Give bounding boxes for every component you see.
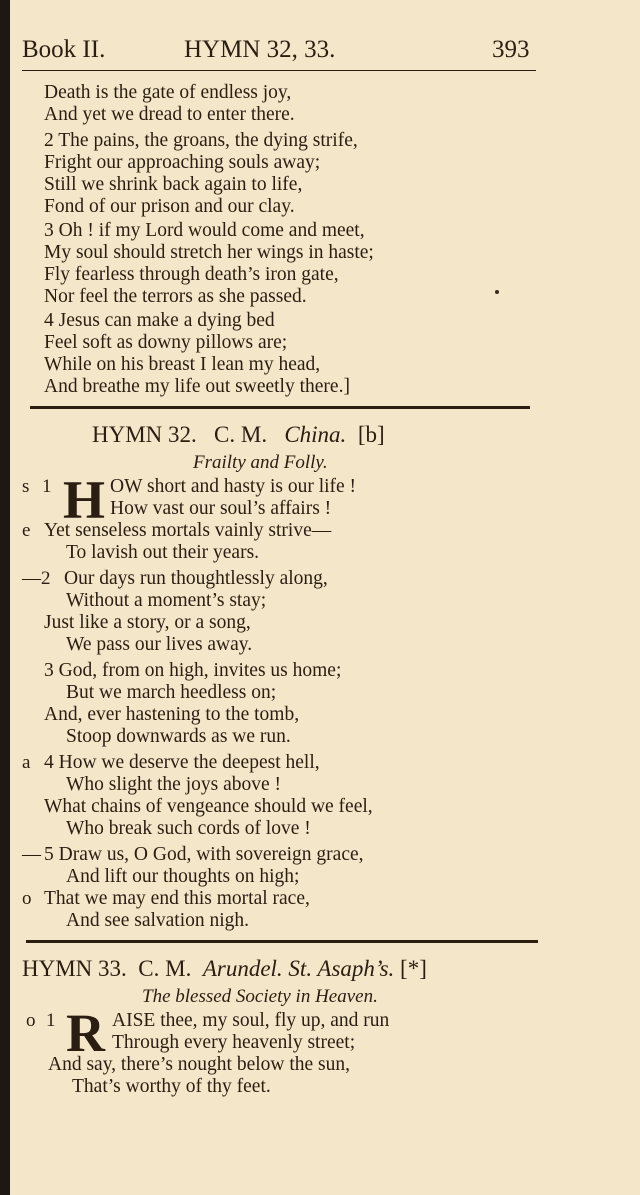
verse-line: And, ever hastening to the tomb,: [44, 704, 300, 725]
verse-line: Death is the gate of endless joy,: [44, 82, 292, 103]
verse-line: 4 Jesus can make a dying bed: [44, 310, 275, 331]
hymn32-title: [92, 422, 385, 448]
verse-line: Stoop downwards as we run.: [66, 726, 291, 747]
verse-line: How vast our soul’s affairs !: [110, 498, 332, 519]
verse-line: And breathe my life out sweetly there.]: [44, 376, 350, 397]
hymn32-tune: China.: [284, 422, 347, 447]
section-rule: [30, 406, 530, 409]
verse-line: That’s worthy of thy feet.: [72, 1076, 271, 1097]
verse-line: And see salvation nigh.: [66, 910, 250, 931]
verse-line: That we may end this mortal race,: [44, 888, 310, 909]
verse-line: To lavish out their years.: [66, 542, 260, 563]
drop-cap: H: [63, 470, 106, 530]
verse-line: What chains of vengeance should we feel,: [44, 796, 373, 817]
margin-mark: s: [22, 476, 30, 497]
verse-line: Who slight the joys above !: [66, 774, 282, 795]
verse-line: Through every heavenly street;: [112, 1032, 356, 1053]
verse-line: And lift our thoughts on high;: [66, 866, 300, 887]
hymn32-number: HYMN 32.: [92, 422, 197, 447]
verse-line: 2 The pains, the groans, the dying strife,: [44, 130, 358, 151]
verse-line: And say, there’s nought below the sun,: [48, 1054, 351, 1075]
ink-speck: [495, 290, 499, 294]
verse-line: Fly fearless through death’s iron gate,: [44, 264, 339, 285]
margin-mark: o: [22, 888, 32, 909]
margin-mark: —2: [22, 568, 51, 589]
verse-line: 5 Draw us, O God, with sovereign grace,: [44, 844, 364, 865]
hymn32-subtitle: Frailty and Folly.: [193, 452, 328, 473]
page-number: 393: [492, 36, 530, 63]
margin-mark: a: [22, 752, 31, 773]
verse-line: Yet senseless mortals vainly strive—: [44, 520, 332, 541]
hymn33-number: HYMN 33.: [22, 956, 127, 981]
verse-line: Who break such cords of love !: [66, 818, 311, 839]
hymn33-mark: [*]: [400, 956, 427, 981]
margin-mark: —: [22, 844, 41, 865]
hymn32-meter: C. M.: [214, 422, 268, 447]
verse-line: My soul should stretch her wings in haste;: [44, 242, 374, 263]
verse-number: 1: [46, 1010, 56, 1031]
verse-line: Nor feel the terrors as she passed.: [44, 286, 307, 307]
header-book: Book II.: [22, 36, 106, 63]
header-hymns: HYMN 32, 33.: [184, 36, 336, 63]
verse-line: 3 Oh ! if my Lord would come and meet,: [44, 220, 365, 241]
verse-line: And yet we dread to enter there.: [44, 104, 295, 125]
margin-mark: o: [26, 1010, 36, 1031]
verse-line: 3 God, from on high, invites us home;: [44, 660, 342, 681]
verse-line: While on his breast I lean my head,: [44, 354, 321, 375]
page-edge: [0, 0, 10, 1195]
verse-line: AISE thee, my soul, fly up, and run: [112, 1010, 390, 1031]
hymn33-title: [22, 956, 427, 982]
verse-line: But we march heedless on;: [66, 682, 277, 703]
verse-line: We pass our lives away.: [66, 634, 253, 655]
margin-mark: e: [22, 520, 31, 541]
verse-line: Just like a story, or a song,: [44, 612, 251, 633]
section-rule: [26, 940, 538, 943]
header-rule: [22, 70, 536, 71]
verse-line: Without a moment’s stay;: [66, 590, 267, 611]
hymn33-tunes: Arundel. St. Asaph’s.: [202, 956, 395, 981]
verse-line: 4 How we deserve the deepest hell,: [44, 752, 320, 773]
verse-line: Our days run thoughtlessly along,: [64, 568, 328, 589]
running-header: [22, 36, 536, 66]
hymn33-meter: C. M.: [138, 956, 192, 981]
verse-number: 1: [42, 476, 52, 497]
hymn32-mark: [b]: [357, 422, 385, 447]
verse-line: Feel soft as downy pillows are;: [44, 332, 288, 353]
hymn33-subtitle: The blessed Society in Heaven.: [142, 986, 378, 1007]
verse-line: Fright our approaching souls away;: [44, 152, 321, 173]
drop-cap: R: [66, 1003, 105, 1063]
verse-line: Still we shrink back again to life,: [44, 174, 303, 195]
verse-line: OW short and hasty is our life !: [110, 476, 357, 497]
verse-line: Fond of our prison and our clay.: [44, 196, 295, 217]
